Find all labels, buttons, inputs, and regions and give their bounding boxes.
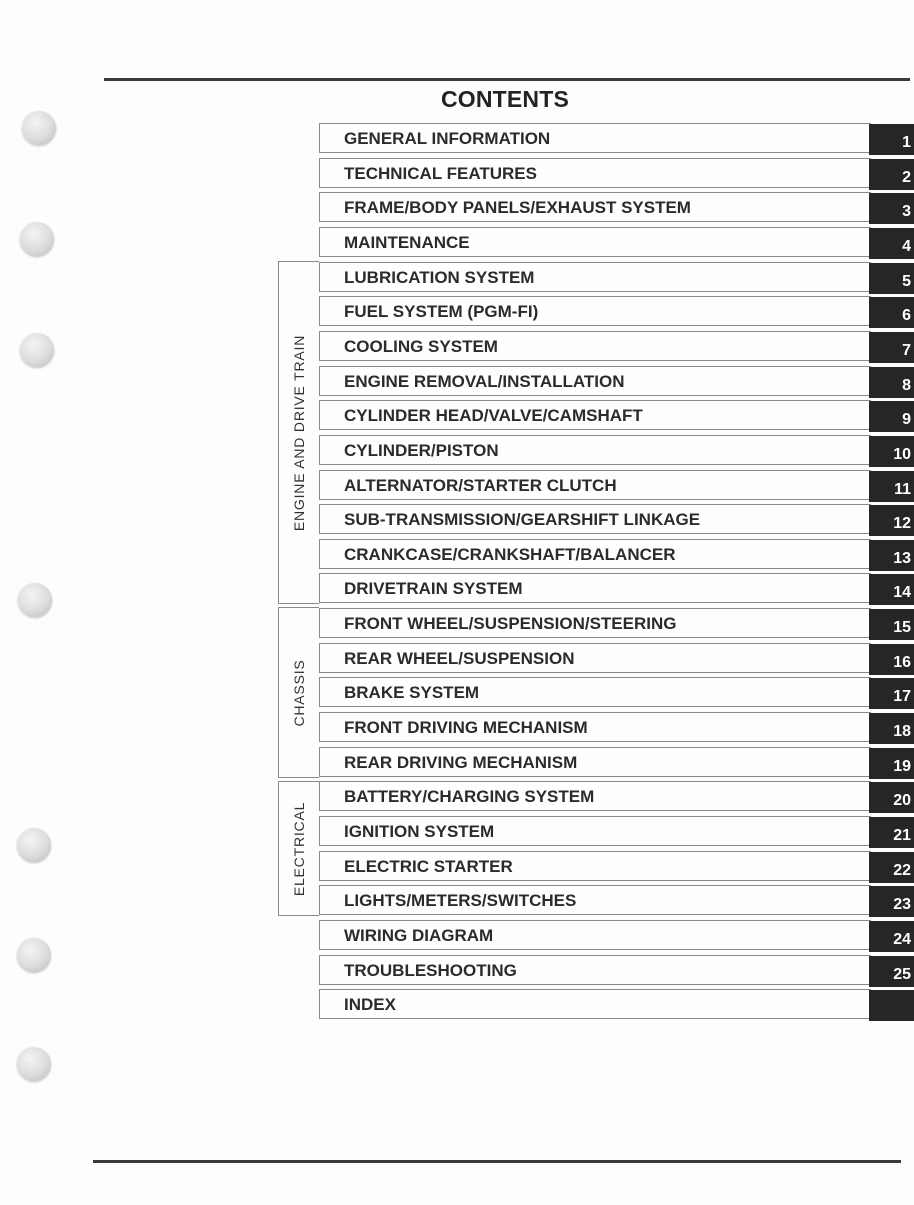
toc-entry-label: ALTERNATOR/STARTER CLUTCH bbox=[344, 476, 617, 495]
section-group-chassis bbox=[278, 607, 319, 778]
section-tab[interactable] bbox=[869, 990, 914, 1021]
section-tab[interactable]: 19 bbox=[869, 748, 914, 779]
section-tab[interactable]: 16 bbox=[869, 644, 914, 675]
section-tab[interactable]: 10 bbox=[869, 436, 914, 467]
toc-entry-label: MAINTENANCE bbox=[344, 233, 470, 252]
section-tab[interactable]: 1 bbox=[869, 124, 914, 155]
toc-entry[interactable] bbox=[319, 920, 871, 950]
section-tab[interactable]: 3 bbox=[869, 193, 914, 224]
binder-hole bbox=[17, 828, 51, 862]
toc-entry-label: REAR DRIVING MECHANISM bbox=[344, 753, 578, 772]
toc-entry-label: INDEX bbox=[344, 995, 396, 1014]
toc-entry[interactable] bbox=[319, 747, 871, 777]
toc-entry[interactable] bbox=[319, 712, 871, 742]
toc-entry[interactable] bbox=[319, 885, 871, 915]
section-tab[interactable]: 2 bbox=[869, 159, 914, 190]
toc-entry[interactable] bbox=[319, 366, 871, 396]
binder-hole bbox=[20, 333, 54, 367]
toc-entry-label: FUEL SYSTEM (PGM-FI) bbox=[344, 302, 539, 321]
toc-entry[interactable] bbox=[319, 608, 871, 638]
section-tab[interactable]: 15 bbox=[869, 609, 914, 640]
toc-entry-label: ENGINE REMOVAL/INSTALLATION bbox=[344, 372, 625, 391]
toc-entry-label: TROUBLESHOOTING bbox=[344, 961, 517, 980]
section-tab[interactable]: 21 bbox=[869, 817, 914, 848]
page-title: CONTENTS bbox=[440, 86, 570, 112]
toc-entry-label: GENERAL INFORMATION bbox=[344, 129, 551, 148]
toc-entry[interactable] bbox=[319, 816, 871, 846]
binder-hole bbox=[22, 111, 56, 145]
binder-hole bbox=[18, 583, 52, 617]
toc-entry[interactable] bbox=[319, 123, 871, 153]
binder-hole bbox=[20, 222, 54, 256]
toc-entry-label: ELECTRIC STARTER bbox=[344, 857, 513, 876]
toc-entry-label: BRAKE SYSTEM bbox=[344, 683, 480, 702]
toc-entry-label: COOLING SYSTEM bbox=[344, 337, 498, 356]
toc-entry-label: TECHNICAL FEATURES bbox=[344, 164, 537, 183]
section-group-engine-and-drive-train bbox=[278, 261, 319, 604]
section-tab[interactable]: 14 bbox=[869, 574, 914, 605]
toc-entry-label: FRONT WHEEL/SUSPENSION/STEERING bbox=[344, 614, 677, 633]
toc-entry-label: WIRING DIAGRAM bbox=[344, 926, 494, 945]
toc-entry-label: LUBRICATION SYSTEM bbox=[344, 268, 535, 287]
section-tab[interactable]: 17 bbox=[869, 678, 914, 709]
section-tab[interactable]: 6 bbox=[869, 297, 914, 328]
toc-entry[interactable] bbox=[319, 331, 871, 361]
toc-entry[interactable] bbox=[319, 989, 871, 1019]
toc-entry-label: LIGHTS/METERS/SWITCHES bbox=[344, 891, 577, 910]
section-group-electrical bbox=[278, 781, 319, 916]
toc-entry[interactable] bbox=[319, 955, 871, 985]
toc-entry[interactable] bbox=[319, 643, 871, 673]
toc-entry[interactable] bbox=[319, 539, 871, 569]
section-tab[interactable]: 9 bbox=[869, 401, 914, 432]
section-tab[interactable]: 24 bbox=[869, 921, 914, 952]
section-tab[interactable]: 25 bbox=[869, 956, 914, 987]
section-tab[interactable]: 5 bbox=[869, 263, 914, 294]
toc-entry[interactable] bbox=[319, 677, 871, 707]
toc-entry-label: REAR WHEEL/SUSPENSION bbox=[344, 649, 575, 668]
top-rule bbox=[104, 78, 910, 81]
binder-hole bbox=[17, 938, 51, 972]
toc-entry[interactable] bbox=[319, 400, 871, 430]
section-tab[interactable]: 18 bbox=[869, 713, 914, 744]
toc-entry[interactable] bbox=[319, 158, 871, 188]
section-group-label: ELECTRICAL bbox=[291, 801, 307, 896]
toc-entry[interactable] bbox=[319, 227, 871, 257]
toc-entry-label: DRIVETRAIN SYSTEM bbox=[344, 579, 523, 598]
toc-entry-label: FRAME/BODY PANELS/EXHAUST SYSTEM bbox=[344, 198, 691, 217]
toc-entry[interactable] bbox=[319, 573, 871, 603]
toc-entry[interactable] bbox=[319, 192, 871, 222]
toc-entry[interactable] bbox=[319, 781, 871, 811]
section-group-label: ENGINE AND DRIVE TRAIN bbox=[291, 334, 307, 531]
toc-entry[interactable] bbox=[319, 435, 871, 465]
toc-entry[interactable] bbox=[319, 296, 871, 326]
toc-entry-label: CRANKCASE/CRANKSHAFT/BALANCER bbox=[344, 545, 676, 564]
bottom-rule bbox=[93, 1160, 901, 1163]
toc-entry[interactable] bbox=[319, 851, 871, 881]
section-tab[interactable]: 7 bbox=[869, 332, 914, 363]
section-tab[interactable]: 13 bbox=[869, 540, 914, 571]
section-tab[interactable]: 22 bbox=[869, 852, 914, 883]
section-tab[interactable]: 23 bbox=[869, 886, 914, 917]
toc-entry-label: FRONT DRIVING MECHANISM bbox=[344, 718, 588, 737]
section-group-label: CHASSIS bbox=[291, 658, 307, 727]
toc-entry[interactable] bbox=[319, 470, 871, 500]
section-tab[interactable]: 4 bbox=[869, 228, 914, 259]
section-tab[interactable]: 12 bbox=[869, 505, 914, 536]
toc-entry-label: CYLINDER/PISTON bbox=[344, 441, 499, 460]
binder-hole bbox=[17, 1047, 51, 1081]
section-tab[interactable]: 11 bbox=[869, 471, 914, 502]
section-tab[interactable]: 20 bbox=[869, 782, 914, 813]
section-tab[interactable]: 8 bbox=[869, 367, 914, 398]
toc-entry-label: IGNITION SYSTEM bbox=[344, 822, 495, 841]
toc-entry[interactable] bbox=[319, 504, 871, 534]
toc-entry-label: BATTERY/CHARGING SYSTEM bbox=[344, 787, 595, 806]
toc-entry-label: SUB-TRANSMISSION/GEARSHIFT LINKAGE bbox=[344, 510, 701, 529]
toc-entry-label: CYLINDER HEAD/VALVE/CAMSHAFT bbox=[344, 406, 643, 425]
toc-entry[interactable] bbox=[319, 262, 871, 292]
